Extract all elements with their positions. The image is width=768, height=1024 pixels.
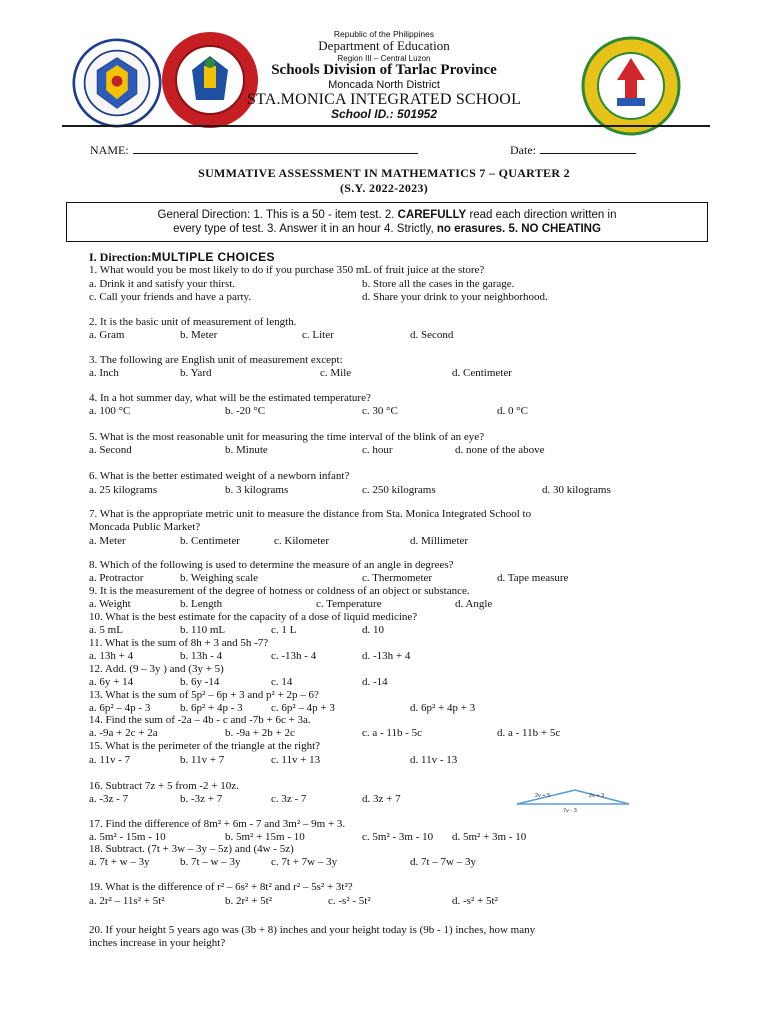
q7-choice-c[interactable]: c. Kilometer	[274, 535, 329, 547]
q7-choice-a[interactable]: a. Meter	[89, 535, 126, 547]
q5-choice-b[interactable]: b. Minute	[225, 444, 268, 456]
section-title: MULTIPLE CHOICES	[151, 250, 275, 264]
q14-choice-d[interactable]: d. a - 11b + 5c	[497, 727, 561, 739]
department-line: Department of Education	[318, 38, 450, 53]
q15-choice-d[interactable]: d. 11v - 13	[410, 754, 458, 766]
q11-choice-d[interactable]: d. -13h + 4	[362, 650, 411, 662]
date-label: Date:	[510, 143, 536, 157]
q6-choice-b[interactable]: b. 3 kilograms	[225, 484, 289, 496]
question-16: 16. Subtract 7z + 5 from -2 + 10z.	[89, 780, 239, 792]
gd-text-1: General Direction: 1. This is a 50 - item test. 2.	[157, 209, 395, 221]
q14-choice-c[interactable]: c. a - 11b - 5c	[362, 727, 423, 739]
q19-choice-c[interactable]: c. -s² - 5t²	[328, 895, 371, 907]
q8-choice-c[interactable]: c. Thermometer	[362, 572, 433, 584]
q14-choice-b[interactable]: b. -9a + 2b + 2c	[225, 727, 295, 739]
q4-choice-d[interactable]: d. 0 °C	[497, 405, 528, 417]
q3-choice-d[interactable]: d. Centimeter	[452, 367, 512, 379]
section-heading	[89, 250, 275, 265]
triangle-base-label: 7v - 3	[563, 808, 577, 814]
q2-choice-a[interactable]: a. Gram	[89, 329, 125, 341]
question-1: 1. What would you be most likely to do if you purchase 350 mL of fruit juice at the store?	[89, 264, 485, 276]
q12-choice-c[interactable]: c. 14	[271, 676, 293, 688]
question-14: 14. Find the sum of -2a – 4b - c and -7b + 6c + 3a.	[89, 714, 311, 726]
q7-choice-b[interactable]: b. Centimeter	[180, 535, 240, 547]
q2-choice-d[interactable]: d. Second	[410, 329, 454, 341]
q10-choice-d[interactable]: d. 10	[362, 624, 384, 636]
question-20: 20. If your height 5 years ago was (3b + 8) inches and your height today is (9b - 1) inches, how many	[89, 924, 536, 936]
q12-choice-a[interactable]: a. 6y + 14	[89, 676, 134, 688]
q9-choice-c[interactable]: c. Temperature	[316, 598, 382, 610]
q15-choice-c[interactable]: c. 11v + 13	[271, 754, 321, 766]
q4-choice-c[interactable]: c. 30 °C	[362, 405, 398, 417]
school-name: STA.MONICA INTEGRATED SCHOOL	[246, 91, 522, 108]
q12-choice-b[interactable]: b. 6y -14	[180, 676, 220, 688]
q19-choice-a[interactable]: a. 2r² – 11s² + 5t²	[89, 895, 165, 907]
question-7-cont: Moncada Public Market?	[89, 521, 201, 533]
question-15: 15. What is the perimeter of the triangle at the right?	[89, 740, 321, 752]
q17-choice-b[interactable]: b. 5m² + 15m - 10	[225, 831, 305, 843]
q3-choice-c[interactable]: c. Mile	[320, 367, 352, 379]
q4-choice-a[interactable]: a. 100 °C	[89, 405, 131, 417]
q7-choice-d[interactable]: d. Millimeter	[410, 535, 469, 547]
q19-choice-d[interactable]: d. -s² + 5t²	[452, 895, 498, 907]
region-line: Region III – Central Luzon	[337, 54, 431, 63]
q17-choice-a[interactable]: a. 5m² - 15m - 10	[89, 831, 166, 843]
triangle-figure	[513, 785, 633, 815]
q12-choice-d[interactable]: d. -14	[362, 676, 388, 688]
question-9: 9. It is the measurement of the degree of hotness or coldness of an object or substance.	[89, 585, 470, 597]
q17-choice-c[interactable]: c. 5m² - 3m - 10	[362, 831, 434, 843]
q3-choice-a[interactable]: a. Inch	[89, 367, 119, 379]
assessment-title: SUMMATIVE ASSESSMENT IN MATHEMATICS 7 – QUARTER 2	[198, 166, 570, 180]
q16-choice-d[interactable]: d. 3z + 7	[362, 793, 401, 805]
name-label: NAME:	[90, 143, 129, 157]
q13-choice-c[interactable]: c. 6p² – 4p + 3	[271, 702, 335, 714]
triangle-right-label: 2v + 3	[589, 793, 605, 799]
date-field[interactable]	[540, 153, 636, 154]
q13-choice-d[interactable]: d. 6p² + 4p + 3	[410, 702, 476, 714]
republic-line: Republic of the Philippines	[333, 29, 435, 39]
question-18: 18. Subtract. (7t + 3w – 3y – 5z) and (4w - 5z)	[89, 843, 294, 855]
question-2: 2. It is the basic unit of measurement of length.	[89, 316, 297, 328]
q13-choice-b[interactable]: b. 6p² + 4p - 3	[180, 702, 243, 714]
gd-carefully: CAREFULLY	[397, 209, 467, 221]
gd-no-cheating: 5. NO CHEATING	[508, 223, 601, 235]
question-8: 8. Which of the following is used to determine the measure of an angle in degrees?	[89, 559, 454, 571]
q11-choice-a[interactable]: a. 13h + 4	[89, 650, 134, 662]
q16-choice-a[interactable]: a. -3z - 7	[89, 793, 129, 805]
q18-choice-b[interactable]: b. 7t – w – 3y	[180, 856, 241, 868]
q3-choice-b[interactable]: b. Yard	[180, 367, 212, 379]
q11-choice-c[interactable]: c. -13h - 4	[271, 650, 317, 662]
q17-choice-d[interactable]: d. 5m² + 3m - 10	[452, 831, 527, 843]
q15-choice-a[interactable]: a. 11v - 7	[89, 754, 131, 766]
gd-text-2: read each direction written in	[469, 209, 617, 221]
q6-choice-d[interactable]: d. 30 kilograms	[542, 484, 611, 496]
q11-choice-b[interactable]: b. 13h - 4	[180, 650, 223, 662]
q6-choice-c[interactable]: c. 250 kilograms	[362, 484, 436, 496]
q16-choice-c[interactable]: c. 3z - 7	[271, 793, 307, 805]
question-20-cont: inches increase in your height?	[89, 937, 226, 949]
district-line: Moncada North District	[328, 79, 440, 91]
q5-choice-d[interactable]: d. none of the above	[455, 444, 545, 456]
q19-choice-b[interactable]: b. 2r² + 5t²	[225, 895, 273, 907]
q8-choice-b[interactable]: b. Weighing scale	[180, 572, 259, 584]
question-11: 11. What is the sum of 8h + 3 and 5h -7?	[89, 637, 269, 649]
q1-choice-d[interactable]: d. Share your drink to your neighborhood.	[362, 291, 548, 303]
question-19: 19. What is the difference of r² – 6s² + 8t² and r² – 5s² + 3t²?	[89, 881, 353, 893]
general-direction-box	[66, 202, 708, 242]
question-13: 13. What is the sum of 5p² – 6p + 3 and p² + 2p – 6?	[89, 689, 319, 701]
q2-choice-b[interactable]: b. Meter	[180, 329, 218, 341]
q4-choice-b[interactable]: b. -20 °C	[225, 405, 266, 417]
q8-choice-a[interactable]: a. Protractor	[89, 572, 144, 584]
q2-choice-c[interactable]: c. Liter	[302, 329, 334, 341]
q18-choice-a[interactable]: a. 7t + w – 3y	[89, 856, 150, 868]
q9-choice-b[interactable]: b. Length	[180, 598, 223, 610]
gd-no-erasures: no erasures.	[436, 223, 506, 235]
question-5: 5. What is the most reasonable unit for measuring the time interval of the blink of an eye?	[89, 431, 485, 443]
q8-choice-d[interactable]: d. Tape measure	[497, 572, 569, 584]
q16-choice-b[interactable]: b. -3z + 7	[180, 793, 223, 805]
question-17: 17. Find the difference of 8m² + 6m - 7 and 3m² – 9m + 3.	[89, 818, 346, 830]
q18-choice-d[interactable]: d. 7t – 7w – 3y	[410, 856, 476, 868]
q10-choice-a[interactable]: a. 5 mL	[89, 624, 123, 636]
question-4: 4. In a hot summer day, what will be the estimated temperature?	[89, 392, 371, 404]
q13-choice-a[interactable]: a. 6p² – 4p - 3	[89, 702, 151, 714]
q9-choice-d[interactable]: d. Angle	[455, 598, 493, 610]
header-divider	[62, 125, 710, 127]
q18-choice-c[interactable]: c. 7t + 7w – 3y	[271, 856, 338, 868]
q1-choice-a[interactable]: a. Drink it and satisfy your thirst.	[89, 278, 236, 290]
question-6: 6. What is the better estimated weight of a newborn infant?	[89, 470, 350, 482]
q9-choice-a[interactable]: a. Weight	[89, 598, 131, 610]
question-3: 3. The following are English unit of measurement except:	[89, 354, 343, 366]
q14-choice-a[interactable]: a. -9a + 2c + 2a	[89, 727, 158, 739]
division-line: Schools Division of Tarlac Province	[271, 62, 497, 78]
gd-text-3: every type of test. 3. Answer it in an hour 4. Strictly,	[173, 223, 434, 235]
q6-choice-a[interactable]: a. 25 kilograms	[89, 484, 158, 496]
q10-choice-c[interactable]: c. 1 L	[271, 624, 297, 636]
school-id: School ID.: 501952	[330, 107, 438, 121]
question-12: 12. Add. (9 – 3y ) and (3y + 5)	[89, 663, 224, 675]
q5-choice-c[interactable]: c. hour	[362, 444, 393, 456]
q10-choice-b[interactable]: b. 110 mL	[180, 624, 226, 636]
q1-choice-b[interactable]: b. Store all the cases in the garage.	[362, 278, 515, 290]
question-10: 10. What is the best estimate for the capacity of a dose of liquid medicine?	[89, 611, 418, 623]
q15-choice-b[interactable]: b. 11v + 7	[180, 754, 225, 766]
question-7: 7. What is the appropriate metric unit to measure the distance from Sta. Monica Integrated School to	[89, 508, 532, 520]
triangle-shape	[517, 790, 629, 804]
q1-choice-c[interactable]: c. Call your friends and have a party.	[89, 291, 252, 303]
name-field[interactable]	[133, 153, 418, 154]
section-prefix: I. Direction:	[89, 250, 152, 264]
school-year: (S.Y. 2022-2023)	[339, 181, 429, 195]
triangle-left-label: 2v + 5	[535, 793, 551, 799]
q5-choice-a[interactable]: a. Second	[89, 444, 132, 456]
